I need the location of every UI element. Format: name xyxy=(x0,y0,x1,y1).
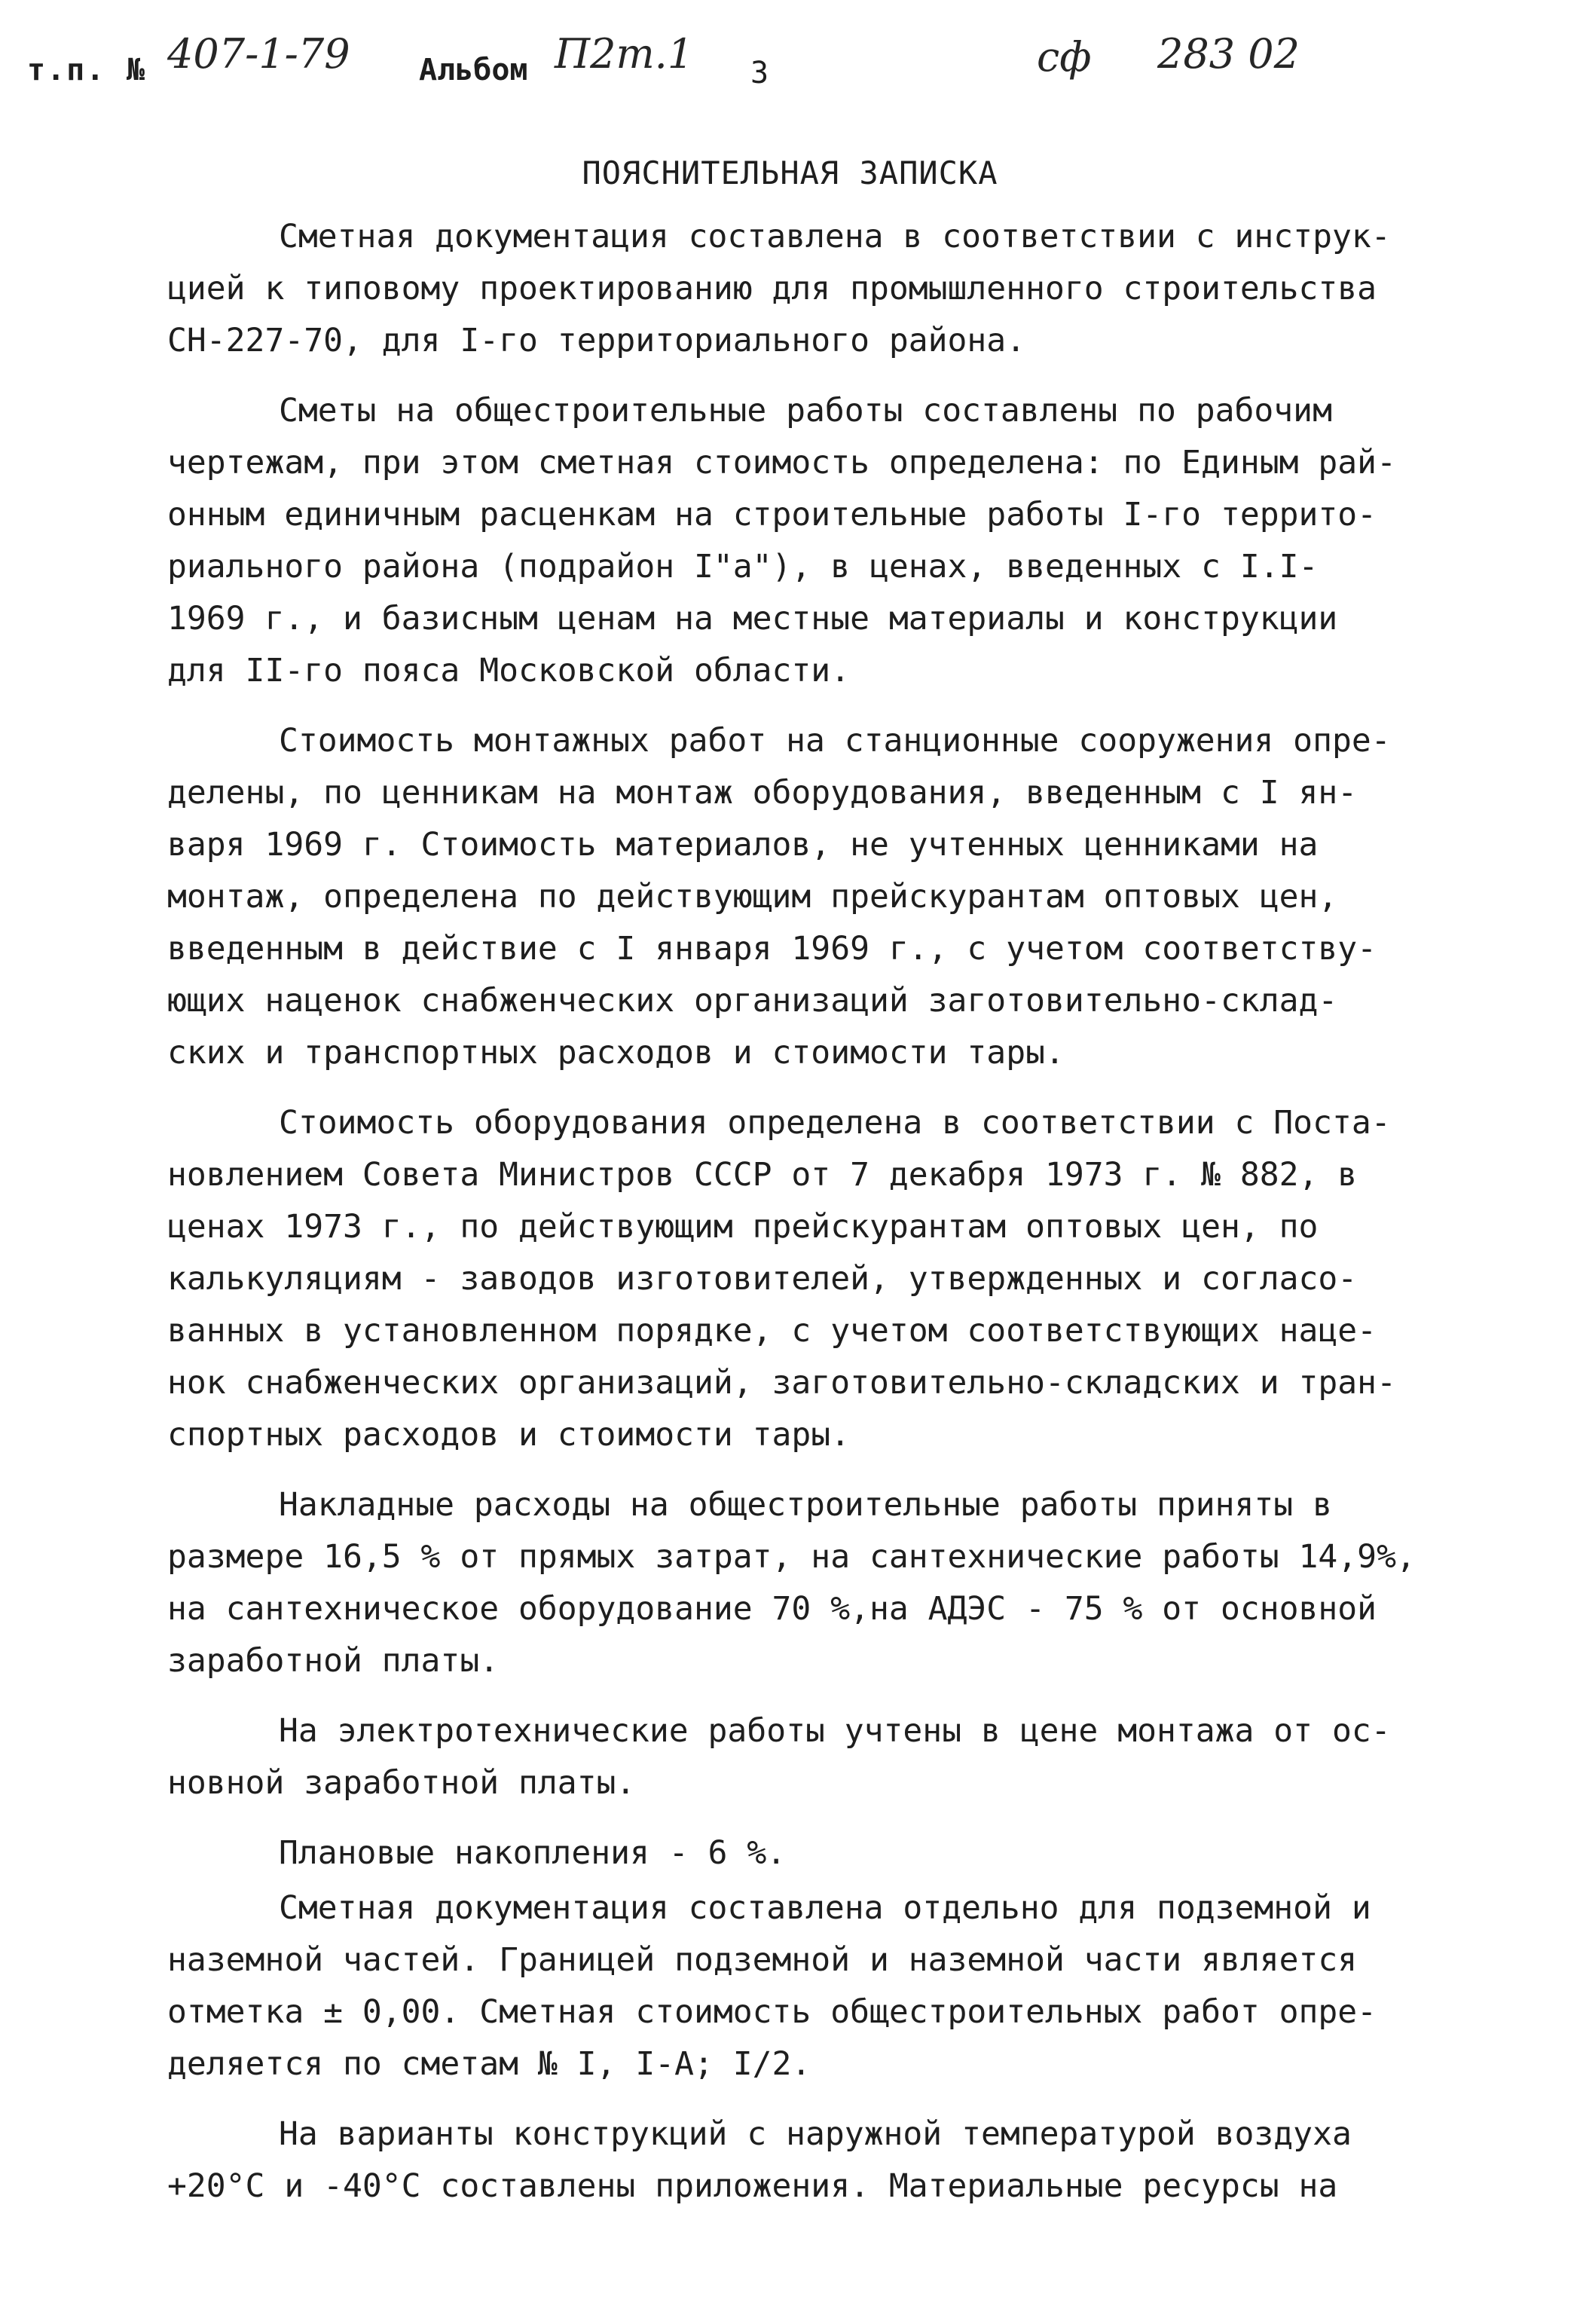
text-line: новлением Совета Министров СССР от 7 декабря 1973 г. № 882, в xyxy=(167,1156,1358,1194)
paragraph-8 xyxy=(167,1882,1539,2090)
text-line: Сметная документация составлена отдельно для подземной и xyxy=(279,1889,1371,1927)
text-line: ских и транспортных расходов и стоимости тары. xyxy=(167,1034,1065,1072)
text-line: на сантехническое оборудование 70 %,на АДЭС - 75 % от основной xyxy=(167,1590,1377,1628)
paragraph-7 xyxy=(167,1827,1539,1879)
album-number: П2т.1 xyxy=(555,30,694,78)
text-line: отметка ± 0,00. Сметная стоимость общестроительных работ опре- xyxy=(167,1993,1377,2031)
text-line: нок снабженческих организаций, заготовительно-складских и тран- xyxy=(167,1364,1396,1402)
text-line: чертежам, при этом сметная стоимость определена: по Единым рай- xyxy=(167,444,1396,482)
text-line: Сметы на общестроительные работы составлены по рабочим xyxy=(279,392,1332,430)
paragraph-2 xyxy=(167,385,1539,697)
document-body xyxy=(167,211,1539,2231)
paragraph-9 xyxy=(167,2108,1539,2212)
paragraph-6 xyxy=(167,1705,1539,1809)
document-header xyxy=(27,30,1550,98)
text-line: введенным в действие с I января 1969 г., с учетом соответству- xyxy=(167,930,1377,968)
code-number: 283 02 xyxy=(1157,30,1300,78)
text-line: 1969 г., и базисным ценам на местные материалы и конструкции xyxy=(167,600,1338,638)
document-title: ПОЯСНИТЕЛЬНАЯ ЗАПИСКА xyxy=(582,154,998,191)
project-number: 407-1-79 xyxy=(167,30,350,78)
text-line: варя 1969 г. Стоимость материалов, не учтенных ценниками на xyxy=(167,826,1319,864)
text-line: монтаж, определена по действующим прейскурантам оптовых цен, xyxy=(167,878,1338,916)
text-line: На электротехнические работы учтены в цене монтажа от ос- xyxy=(279,1712,1391,1750)
text-line: калькуляциям - заводов изготовителей, утвержденных и согласо- xyxy=(167,1260,1358,1298)
text-line: Стоимость оборудования определена в соответствии с Поста- xyxy=(279,1104,1391,1142)
album-label: Альбом xyxy=(419,53,528,87)
text-line: ванных в установленном порядке, с учетом соответствующих наце- xyxy=(167,1312,1377,1350)
doc-type-label: т.п. xyxy=(27,53,106,87)
text-line: риального района (подрайон I"а"), в ценах, введенных с I.I- xyxy=(167,548,1319,586)
text-line: спортных расходов и стоимости тары. xyxy=(167,1416,851,1454)
text-line: онным единичным расценкам на строительные работы I-го террито- xyxy=(167,496,1377,534)
text-line: размере 16,5 % от прямых затрат, на сантехнические работы 14,9%, xyxy=(167,1538,1416,1576)
text-line: СН-227-70, для I-го территориального района. xyxy=(167,322,1026,359)
paragraph-5 xyxy=(167,1479,1539,1687)
text-line: +20°С и -40°С составлены приложения. Материальные ресурсы на xyxy=(167,2167,1338,2205)
text-line: Плановые накопления - 6 %. xyxy=(279,1834,787,1872)
text-line: делены, по ценникам на монтаж оборудования, введенным с I ян- xyxy=(167,774,1358,812)
text-line: На варианты конструкций с наружной температурой воздуха xyxy=(279,2115,1352,2153)
text-line: ценах 1973 г., по действующим прейскурантам оптовых цен, по xyxy=(167,1208,1319,1246)
text-line: Стоимость монтажных работ на станционные сооружения опре- xyxy=(279,722,1391,760)
text-line: Сметная документация составлена в соответствии с инструк- xyxy=(279,218,1391,255)
page-number: 3 xyxy=(750,56,769,90)
text-line: деляется по сметам № I, I-A; I/2. xyxy=(167,2045,811,2083)
text-line: наземной частей. Границей подземной и наземной части является xyxy=(167,1941,1358,1979)
text-line: ющих наценок снабженческих организаций заготовительно-склад- xyxy=(167,982,1338,1020)
text-line: новной заработной платы. xyxy=(167,1764,636,1802)
text-line: для II-го пояса Московской области. xyxy=(167,652,851,690)
number-sign: № xyxy=(127,53,145,87)
code-prefix: сф xyxy=(1037,33,1092,81)
paragraph-3 xyxy=(167,715,1539,1079)
paragraph-4 xyxy=(167,1097,1539,1461)
text-line: цией к типовому проектированию для промышленного строительства xyxy=(167,270,1377,307)
text-line: Накладные расходы на общестроительные работы приняты в xyxy=(279,1486,1332,1524)
text-line: заработной платы. xyxy=(167,1642,500,1680)
paragraph-1 xyxy=(167,211,1539,367)
